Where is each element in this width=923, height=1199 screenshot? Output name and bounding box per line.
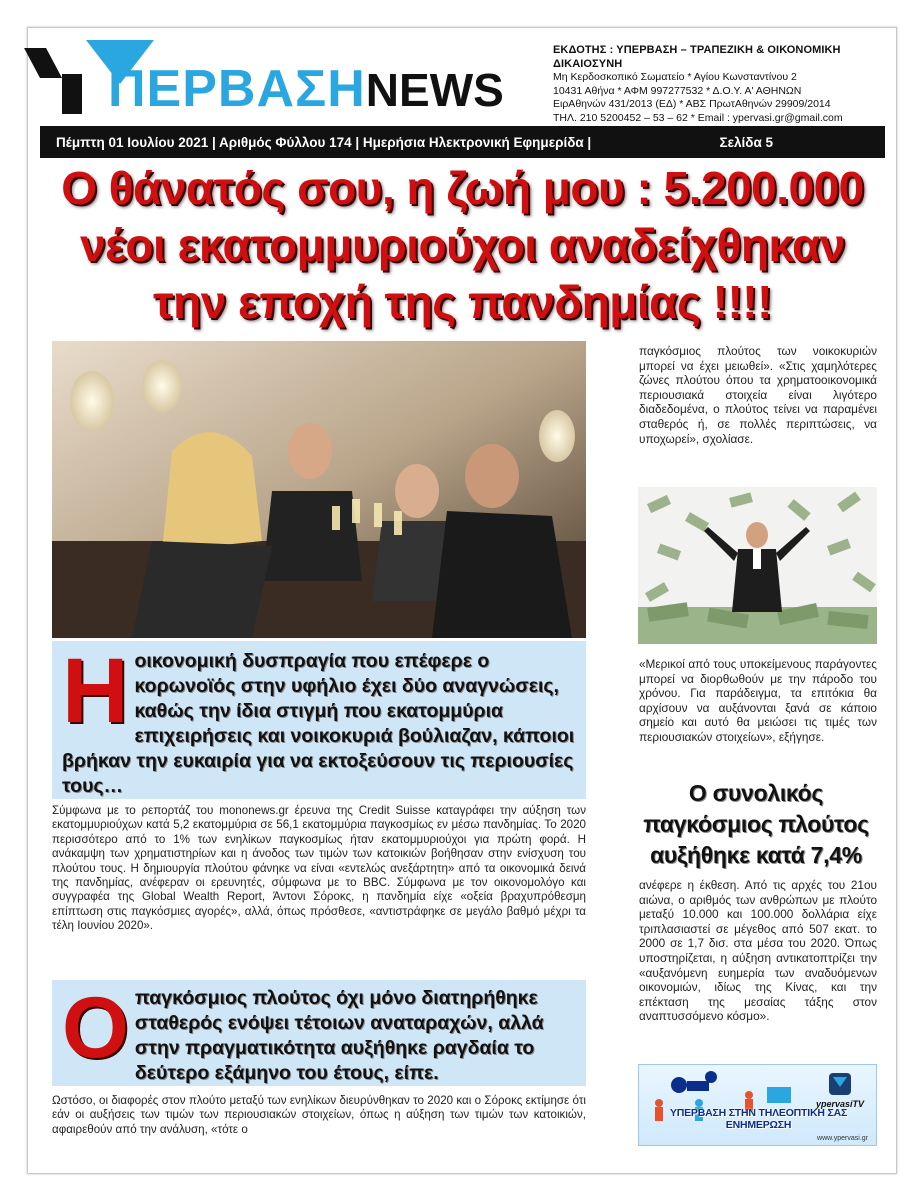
right-column-paragraph: ανέφερε η έκθεση. Από τις αρχές του 21ου αιώνα, ο αριθμός των ανθρώπων με πλούτο μεταξύ 10.000 και 100.000 δολλάρια είχε τριπλασιαστεί σε μέγεθος από 507 εκατ. το 2000 σε 1,7 δισ. στα μέσα του 2020. Όπως υποστηρίζεται, η αύξηση αντικατοπτρίζει την «αυξανόμενη ευημερία των αναδυόμενων οικονομιών, ιδίως της Κίνας, και την επέκταση της μεσαίας τάξης στον αναπτυσσόμενο κόσμο». bbox=[639, 878, 877, 1024]
issue-info: Πέμπτη 01 Ιουλίου 2021 | Αριθμός Φύλλου 174 | Ημερήσια Ηλεκτρονική Εφημερίδα | bbox=[56, 134, 592, 150]
money-rain-photo bbox=[638, 487, 877, 644]
pull-quote-box bbox=[52, 980, 586, 1086]
lede-box bbox=[52, 641, 586, 799]
ad-title: ΥΠΕΡΒΑΣΗ ΣΤΗΝ ΤΗΛΕΟΠΤΙΚΗ ΣΑΣ ΕΝΗΜΕΡΩΣΗ bbox=[669, 1107, 848, 1131]
lede-text: οικονομική δυσπραγία που επέφερε ο κορωνοϊός στην υφήλιο έχει δύο αναγνώσεις, καθώς την ίδια στιγμή που εκατομμύρια επιχειρήσεις και νοικοκυριά βούλιαζαν, κάποιοι βρήκαν την ευκαιρία για να εκτοξεύσουν τις περιουσίες τους… bbox=[62, 650, 575, 797]
pull-dropcap: Ο bbox=[62, 980, 129, 1076]
issue-date-bar bbox=[40, 126, 885, 158]
section-subheading: Ο συνολικός παγκόσμιος πλούτος αυξήθηκε κατά 7,4% bbox=[643, 780, 869, 868]
headline-line: την εποχή της πανδημίας !!!! bbox=[153, 276, 772, 328]
article-body-paragraph: Σύμφωνα με το ρεπορτάζ του mononews.gr έρευνα της Credit Suisse καταγράφει την αύξηση των εκατομμυριούχων κατά 5,2 εκατομμύρια σε 56,1 εκατομμύρια παγκοσμίως εν μέσω πανδημίας. Το 2020 περισσότερο από το 1% των ενηλίκων παγκοσμίως ήταν εκατομμυριούχοι για πρώτη φορά. Η ανάκαμψη των χρηματιστηρίων και η άνοδος των τιμών των κατοικιών βοήθησαν στην ενίσχυση του πλούτου τους. Η δημιουργία πλούτου φάνηκε να είναι «εντελώς ανεξάρτητη» από τα οικονομικά δεινά της πανδημίας, ανέφεραν οι ερευνητές, σύμφωνα με το BBC. Σύμφωνα με τον οικονομολόγο και συγγραφέα της Global Wealth Report, Άντονι Σόροκς, η πανδημία είχε «οξεία βραχυπρόθεσμη επίπτωση στις παγκόσμιες αγορές», αλλά, όπως πρόσθεσε, «αντιστράφηκε σε μεγάλο βαθμό μέχρι τα τέλη Ιουνίου 2020». bbox=[52, 804, 586, 933]
ad-brand: ypervasiTV bbox=[815, 1099, 864, 1109]
pull-quote-text: παγκόσμιος πλούτος όχι μόνο διατηρήθηκε σταθερός ενόψει τέτοιων αναταραχών, αλλά στην πραγματικότητα αυξήθηκε ραγδαία το δεύτερο εξάμηνο του έτους, είπε. bbox=[134, 987, 544, 1084]
headline-line: Ο θάνατός σου, η ζωή μου : 5.200.000 bbox=[61, 162, 864, 214]
publisher-line: 10431 Αθήνα * ΑΦΜ 997277532 * Δ.Ο.Υ. Α' ΑΘΗΝΩΝ bbox=[553, 84, 802, 97]
page-number: Σελίδα 5 bbox=[719, 134, 773, 150]
headline-line: νέοι εκατομμυριούχοι αναδείχθηκαν bbox=[80, 219, 845, 271]
publisher-info bbox=[553, 44, 893, 125]
ad-url[interactable]: www.ypervasi.gr bbox=[817, 1135, 868, 1142]
publisher-line: ΕΚΔΟΤΗΣ : ΥΠΕΡΒΑΣΗ – ΤΡΑΠΕΖΙΚΗ & ΟΙΚΟΝΟΜΙΚΗ ΔΙΚΑΙΟΣΥΝΗ bbox=[553, 44, 841, 70]
lede-dropcap: Η bbox=[62, 640, 129, 742]
publisher-line: Μη Κερδοσκοπικό Σωματείο * Αγίου Κωνσταντίνου 2 bbox=[553, 71, 797, 83]
right-column-paragraph: «Μερικοί από τους υποκείμενους παράγοντες μπορεί να διορθωθούν με την πάροδο του χρόνου. Για παράδειγμα, τα επιτόκια θα αρχίσουν να αυξάνονται ξανά σε κάποιο σημείο και αυτό θα μειώσει τις τιμές των περιουσιακών στοιχείων», εξήγησε. bbox=[639, 657, 877, 744]
article-body-paragraph: Ωστόσο, οι διαφορές στον πλούτο μεταξύ των ενηλίκων διευρύνθηκαν το 2020 και ο Σόροκς εκτίμησε ότι εάν οι αυξήσεις των τιμών των περιουσιακών στοιχείων, όπως η αύξηση των τιμών των κατοικιών, αφαιρεθούν από την ανάλυση, «τότε ο bbox=[52, 1094, 586, 1136]
publisher-line: ΤΗΛ. 210 5200452 – 53 – 62 * Email : ypervasi.gr@gmail.com bbox=[553, 111, 843, 124]
article-headline bbox=[40, 160, 885, 331]
newspaper-logo bbox=[40, 40, 504, 120]
ypervasi-tv-banner[interactable] bbox=[638, 1064, 877, 1146]
logo-wordmark: ΠΕΡΒΑΣΗNEWS bbox=[108, 60, 504, 118]
publisher-line: ΕιρΑθηνών 431/2013 (ΕΔ) * ΑΒΣ ΠρωτΑθηνών 29909/2014 bbox=[553, 98, 831, 110]
right-column-paragraph: παγκόσμιος πλούτος των νοικοκυριών μπορεί να έχει μειωθεί». «Στις χαμηλότερες ζώνες πλούτου όπου τα χρηματοοικονομικά περιουσιακά στοιχεία είναι λιγότερο διαδεδομένα, ο πλούτος τείνει να παραμένει σταθερός ή, σε πολλές περιπτώσεις, να υποχωρεί», σχολίασε. bbox=[639, 344, 877, 446]
main-article-photo bbox=[52, 341, 586, 638]
